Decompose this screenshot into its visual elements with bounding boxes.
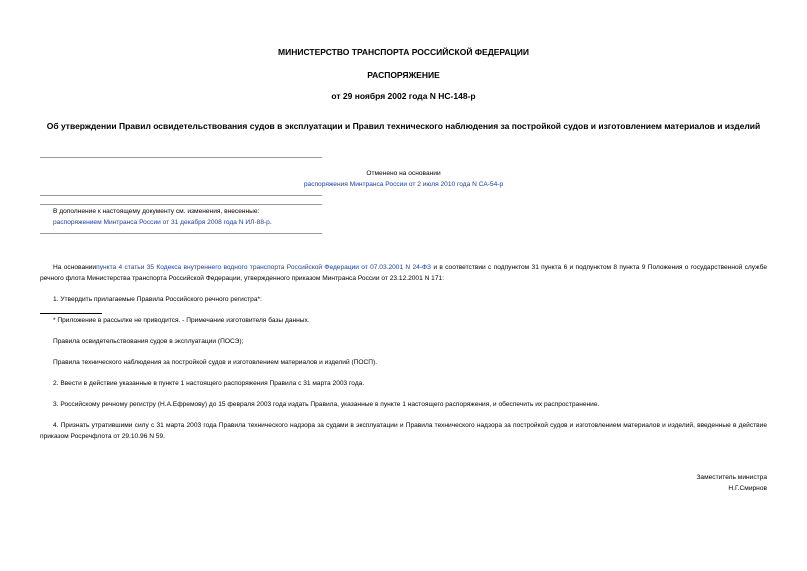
cancel-note-link[interactable]: распоряжения Минтранса России от 2 июля 2010 года N СА-54-р (303, 181, 504, 188)
paragraph-1: 1. Утвердить прилагаемые Правила Российского речного регистра*: (53, 296, 262, 303)
paragraph-2: 2. Ввести в действие указанные в пункте 1 настоящего распоряжения Правила с 31 марта 2003 года. (53, 380, 365, 387)
document-type: РАСПОРЯЖЕНИЕ (367, 70, 440, 80)
amendment-block (53, 207, 323, 227)
signature-block (696, 473, 767, 494)
cancel-note-text: Отменено на основании (366, 170, 441, 177)
footnote: * Приложение в рассылке не приводится. - Примечание изготовителя базы данных. (53, 317, 310, 324)
divider (40, 195, 322, 196)
footnote-divider (40, 313, 102, 314)
divider (40, 157, 322, 158)
signatory-position: Заместитель министра (696, 474, 767, 481)
document-title: Об утверждении Правил освидетельствования судов в эксплуатации и Правил технического наблюдения за постройкой судов и изготовлением материалов и изделий (46, 121, 761, 131)
rule-1: Правила освидетельствования судов в эксплуатации (ПОСЭ); (53, 338, 244, 345)
legal-reference-link[interactable]: пункта 4 статьи 35 Кодекса внутреннего водного транспорта Российской Федерации от 07.03.2001 N 24-ФЗ (96, 264, 432, 271)
amendment-link[interactable]: распоряжением Минтранса России от 31 декабря 2008 года N ИЛ-88-р (53, 219, 270, 226)
divider (40, 233, 322, 234)
intro-suffix: и в соответствии с подпунктом 31 пункта 6 и подпунктом 8 пункта 9 Положения о государственной службе речного флота Министерства транспорта Российской Федерации, утвержденного приказом Минтранса России от 23.12.2001 N 171: (40, 264, 767, 282)
paragraph-3: 3. Российскому речному регистру (Н.А.Ефремову) до 15 февраля 2003 года издать Правила, указанные в пункте 1 настоящего распоряжения, и обеспечить их распространение. (53, 401, 600, 408)
paragraph-4: 4. Признать утратившими силу с 31 марта 2003 года Правила технического надзора за судами в эксплуатации и Правила технического надзора за постройкой судов и изготовлением материалов и изделий, введенные в действие приказом Росречфлота от 29.10.96 N 59. (40, 422, 767, 440)
ministry-heading: МИНИСТЕРСТВО ТРАНСПОРТА РОССИЙСКОЙ ФЕДЕРАЦИИ (278, 47, 529, 57)
signatory-name: Н.Г.Смирнов (728, 484, 767, 492)
intro-paragraph (40, 263, 767, 284)
divider (40, 204, 322, 205)
document-date-number: от 29 ноября 2002 года N НС-148-р (331, 91, 476, 101)
rule-2: Правила технического наблюдения за постройкой судов и изготовлением материалов и изделий (ПОСП). (53, 359, 378, 366)
amendment-link-suffix: . (269, 219, 272, 226)
amendment-text: В дополнение к настоящему документу см. изменения, внесенные: (53, 208, 260, 215)
intro-prefix: На основании (53, 264, 97, 271)
